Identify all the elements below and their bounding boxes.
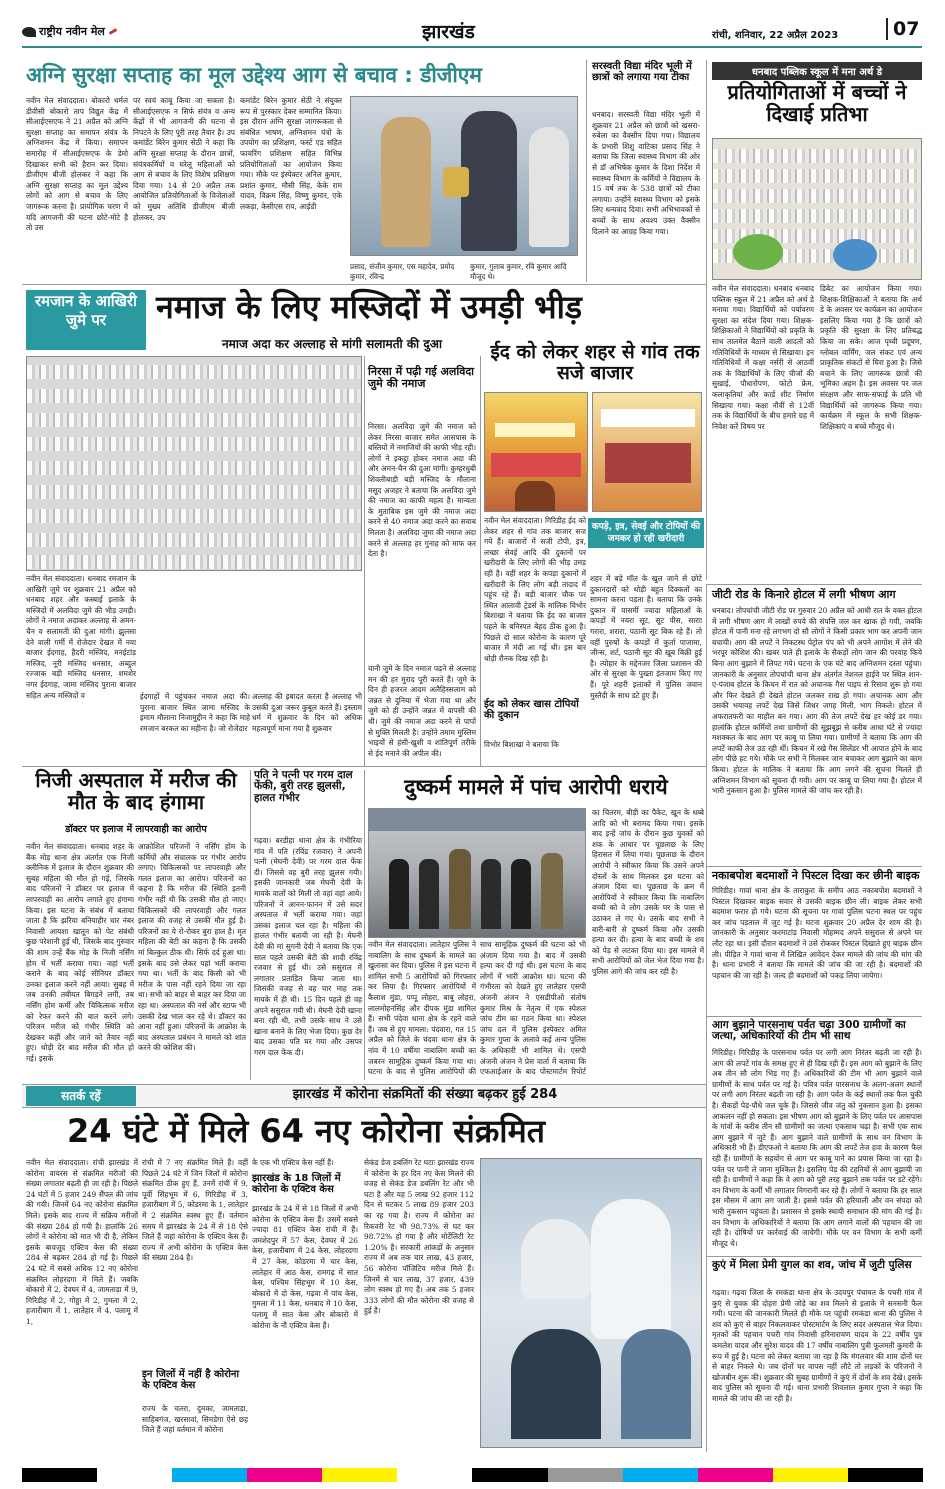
page-number: 07 <box>886 18 919 40</box>
nirsa-headline: निरसा में पढ़ी गई अलविदा जुमे की नमाज <box>368 365 475 390</box>
rape-col-3: का चितरम, बीड़ी का पैकेट, खून के धब्बे आदि को भी बरामद किया गया। इसके बाद इन्हें जांच के दौरान कुछ युवकों को शक के आधार पर पूछताछ के लिए हिरासत में लिया गया। पूछताछ के दौरान आरोपी ने स्वीकार किया कि उसने अपने दोस्तों के साथ मिलकर इस घटना को अंजाम दिया था। पूछताछ के क्रम में आरोपियों ने स्वीकार किया कि नाबालिग बच्ची को वे लोग उसके घर के पास से उठाकर ले गए थे। उसके बाद सभी ने बारी-बारी से दुष्कर्म किया और उसकी हत्या कर दी। हत्या के बाद बच्ची के शव को पेड़ से लटका दिया था। इस मामले में सभी आरोपियों को जेल भेज दिया गया है। पुलिस आगे की जांच कर रही है। <box>592 808 704 976</box>
eid-photo-2 <box>592 392 702 512</box>
hospital-subhead: डॉक्टर पर इलाज में लापरवाही का आरोप <box>65 824 207 835</box>
paper-name: राष्ट्रीय नवीन मेल <box>39 25 105 38</box>
namaz-photo <box>26 356 362 571</box>
dps-photo <box>712 138 922 280</box>
hospital-col-2: आक्रोशित परिजनों ने नर्सिंग होम के कर्मियों और संचालक पर गंभीर आरोप लगाए। चिकित्सकों पर लापरवाही और गलत इलाज का आरोप। परिजनों का कहना है कि मरीज की स्थिति इतनी गंभीर नहीं थी कि उसकी मौत हो जाए। चिकित्सकों की लापरवाही और गलत इलाज की वजह से उसकी मौत हुई है। परिजनों का ये रो-रोकर बुरा हाल है। मृत महिला की बेटी का कहना है कि उसकी मां बिल्कुल ठीक थी। सिर्फ दर्द हुआ था। इसके बाद उसे लेकर यहां भर्ती कराया गया था। भर्ती के बाद किसी को भी मरीज के पास नहीं रहने दिया जा रहा था। सभी को बाहर से बाहर कर दिया जा रहा था। अस्पताल की नर्स और स्टाफ भी उसकी देख भाल कर रहे थे। डॉक्टर का आना नहीं हुआ। परिजनों के आक्रोश के बाद अस्पताल प्रबंधन ने मामले को शांत करने की कोशिश की। <box>138 842 246 1053</box>
fire-headline: अग्नि सुरक्षा सप्ताह का मूल उद्देश्य आग से बचाव : डीजीएम <box>26 63 482 87</box>
namaz-subhead: नमाज अदा कर अल्लाह से मांगी सलामती की दुआ <box>222 337 442 351</box>
dps-col-1: नवीन मेल संवाददाता। धनबाद धनबाद पब्लिक स्कूल में 21 अप्रैल को अर्थ डे मनाया गया। विद्यार्थियों को पर्यावरण सुरक्षा का संदेश दिया गया। शिक्षक-शिक्षिकाओं ने विद्यार्थियों को प्रकृति के साथ तालमेल बैठाने वाली आदतों को गतिविधियों के माध्यम से सिखाया। इन गतिविधियों में कक्षा नर्सरी से आठवीं तक के विद्यार्थियों के लिए चीजों की सुखाई, पौधारोपण, फोटो फ्रेम, कलाकृतियां और कार्ड शीट निर्माण सिखाया गया। कक्षा नौवीं से 12वीं तक के विद्यार्थियों के बीच हमारे ग्रह में निवेश करें विषय पर <box>712 284 814 431</box>
eid-col-1b: विभोर बिशाखा ने बताया कि <box>484 740 559 749</box>
masthead <box>22 18 922 48</box>
well-body: गढ़वा। गढ़वा जिला के रमकंडा थाना क्षेत्र के उदयपुर पंचायत के पचरी गांव में कुएं से युवक की दोहरा प्रेमी जोड़े का शव मिलने से इलाके में सनसनी फैल गयी। घटना की जानकारी मिलते ही मौके पर पहुंची रमकंडा थाना की पुलिस ने शव को कुएं से बाहर निकलवाकर पोस्टमार्टम के लिए सदर अस्पताल भेज दिया। मृतकों की पहचान पचरी गांव निवासी हरिनारायण यादव के 22 वर्षीय पुत्र कमलेश यादव और सुरेश यादव की 17 वर्षीय नाबालिग पुत्री फूलमती कुमारी के रूप में हुई है। घटना को लेकर बताया जा रहा है कि मंगलवार की शाम दोनों घर से बाहर निकले थे। जब दोनों घर वापस नहीं लौटे तो लड़कों के परिजनों ने खोजबीन शुरू की। शुक्रवार की सुबह ग्रामीणों ने कुएं में दोनों के शव देखे। इसके बाद पुलिस को सूचना दी गई। थाना प्रभारी शिवलाल कुमार गुप्ता ने कहा कि मामले की जांच की जा रही है। <box>712 1288 922 1403</box>
namaz-kicker: रमजान के आखिरी जुमे पर <box>26 290 146 350</box>
eid-col-1: नवीन मेल संवाददाता। गिरिडीह ईद को लेकर शहर से गांव तक बाजार सज गये हैं। बाजारों में सजी टोपी, इत्र, लच्छा सेवई आदि की दुकानों पर खरीदारी के लिए लोगों की भीड़ उमड़ रही है। वहीं शहर के कपड़ा दुकानों में खरीदारी के लिए लोग बड़ी तादाद में पहुंच रहे हैं। बड़ी बाजार चौक पर स्थित आलावी ट्रेडर्स के मालिक विभोर बिशाखा ने बताया कि ईद का बाजार पहले के बनिस्पत बेहद ठीक हुआ है। पिछले दो साल कोरोना के कारण पूरे बाजार में मंदी आ गई थी। इस बार थोड़ी रौनक दिख रही है। <box>484 516 586 663</box>
rape-col-2: साथ सामूहिक दुष्कर्म की घटना को भी अंजाम दिया गया है। बाद में उसकी हत्या कर दी गई थी। इस घटना के बाद लोगों में भारी आक्रोश था। घटना की गंभीरता को देखते हुए लातेहार एसपी अंजनी अंजन ने एसडीपीओ संतोष कुमार मिश्र के नेतृत्व में एक स्पेशल जांच टीम का गठन किया था। स्पेशल जांच दल में पुलिस इंस्पेक्टर अमित कुमार गुप्ता के अलावे कई अन्य पुलिस के अधिकारी भी शामिल थे। एसपी अंजनी अंजन ने प्रेस वार्ता में बताया कि एफआईआर के बाद पोस्टमार्टम रिपोर्ट <box>480 940 586 1077</box>
bike-headline: नकाबपोश बदमाशों ने पिस्टल दिखा कर छीनी बाइक <box>712 869 920 882</box>
saraswati-headline: सरस्वती विद्या मंदिर भूली में छात्रों को लगाया गया टीका <box>592 61 692 83</box>
hospital-headline: निजी अस्पताल में मरीज की मौत के बाद हंगामा <box>35 768 237 814</box>
rape-col-1: नवीन मेल संवाददाता। लातेहार पुलिस ने नाबालिग के साथ दुष्कर्म के मामले का खुलासा कर दिया। पुलिस ने इस घटना में शामिल सभी 5 आरोपियों को गिरफ्तार कर लिया है। गिरफ्तार आरोपियों में कैलाश मुंडा, पप्पू लोहरा, बाबू लोहरा, लालमोहनसिंह और दीपक मुंडा शामिल हैं। सभी पंदेवा थाना क्षेत्र के रहने वाले हैं। जब से हुए मामला: पंदवारा, गत 15 अप्रैल को जिले के चंदवा थाना क्षेत्र के नांव में 10 वर्षीया नाबालिग बच्ची का जबरन सामूहिक दुष्कर्म किया गया था। घटना के बाद से पुलिस आरोपियों की <box>368 940 476 1077</box>
dateline: रांची, शनिवार, 22 अप्रैल 2023 <box>712 30 839 41</box>
section-name: झारखंड <box>422 21 475 43</box>
eid-tagline: कपड़े, इत्र, सेवई और टोपियों की जमकर हो रही खरीदारी <box>588 518 704 548</box>
dowry-body: गढ़वा। बरडीहा थाना क्षेत्र के गंभीरिया गांव में पति (रविंद्र रजवार) ने अपनी पत्नी (मेघनी देवी) पर गरम दाल फेंक दी। जिससे वह बुरी तरह झुलस गयी। इसकी जानकारी जब मेघनी देवी के मायके वालों को मिली तो वहां वहां आये। परिजनों ने आनन-फानन में उसे सदर अस्पताल में भर्ती कराया गया। जहां उसका इलाज चल रहा है। महिला की हालत गंभीर बतायी जा रही है। मेघनी देवी की मां सुगनी देवी ने बताया कि एक साल पहले उसकी बेटी की शादी रविंद्र रजवार से हुई थी। उसे ससुराल में लगातार प्रताड़ित किया जाता था। जिसकी वजह से वह चार माह तक मायके में ही थी। 15 दिन पहले ही वह अपने ससुराल गयी थी। मेघनी देवी खाना बना रही थी, तभी उसके साथ ने उसे खाना बनाने के लिए भेजा दिया। कुछ देर बाद उसका पति घर गया और उसपर गरम दाल फेंक दी। <box>254 836 362 1057</box>
dowry-headline: पति ने पत्नी पर गरम दाल फेंकी, बुरी तरह झुलसी, हालत गंभीर <box>254 769 353 804</box>
pen-icon <box>109 28 117 35</box>
eid-photo <box>484 392 588 512</box>
namaz-col-2: ईदगाहों में पहुंचकर नमाज अदा की। पुराना बाजार स्थित जामा मस्जिद के इमाम मौलाना निजामुद्दीन ने कहा कि माहे रमजान बरकत का महीना है। जो रोजेदार <box>140 692 250 733</box>
hotel-fire-body: धनबाद। तोपचांची जीटी रोड पर गुरुवार 20 अप्रैल को आधी रात के वक्त होटल में लगी भीषण आग में लाखों रुपये की संपत्ति जल कर खाक हो गयी, जबकि होटल में पानी मना रहे लगभग दो सौ लोगों ने किसी प्रकार भाग कर अपनी जान बचायी। आग की लपटें ने निकटस्थ पेट्रोल पंप को भी अपने आगोश में लेने की भरपूर कोशिश की। खबर पाते ही इलाके के सैकड़ों लोग जान की परवाह किये बिना आग बुझाने में लिपट गये। घटना के एक घंटे बाद अग्निशमन दस्ता पहुंचा। जानकारी के अनुसार तोपचांची थाना क्षेत्र अंतर्गत नेशनल हाईवे पर स्थित शान-ए-पंजाब होटल के किचन में रात को अचानक गैस पाइप से रिसाव शुरू हो गया और फिर देखते ही देखते होटल जलकर राख हो गया। अचानक आग और उसकी भयावह लपटें देख जिसे जिधर जगह मिली, भाग निकले। होटल में अफरातफरी का माहौल बन गया। आग की तेज लपटें देख हर कोई डर गया। हालांकि होटल कर्मियों तथा ग्रामीणों की सूझबूझ से करीब आधा घंटे से ज्यादा मशक्कत के बाद आग पर काबू पा लिया गया। ग्रामीणों ने बताया कि आग की लपटें काफी तेज उठ रही थीं। किचन में रखे गैस सिलेंडर भी आपात होने के बाद लोग पीछे हट गये। मौके पर सभी ने मिलकर जान बचाकर आग बुझाने का काम किया। होटल के मालिक ने बताया कि आग लगने की सूचना मिलते ही अग्निशमन विभाग को सूचना दी गयी। आग पर काबू पा लिया गया है। होटल में भारी नुकसान हुआ है। पुलिस मामले की जांच कर रही है। <box>712 606 922 796</box>
dps-col-2: डिबेट का आयोजन किया गया। शिक्षक-शिक्षिकाओं ने बताया कि अर्थ डे के अवसर पर कार्यक्रम का आयोजन इसलिए किया गया है कि छात्रों को प्रकृति की सुरक्षा के लिए प्रतिबद्ध किया जा सके। आज पृथ्वी प्रदूषण, ग्लोबल वार्मिंग, जल संकट एवं अन्य प्राकृतिक संकटों से घिरा हुआ है। जिसे बचाने के लिए जागरूक छात्रों की भूमिका अहम है। इस अवसर पर जल संरक्षण और साफ-सफाई के प्रति भी विद्यार्थियों को जागरूक किया गया। कार्यक्रम में स्कूल के सभी शिक्षक-शिक्षिकाएं व बच्चे मौजूद थे। <box>820 284 922 431</box>
dps-headline: प्रतियोगिताओं में बच्चों ने दिखाई प्रतिभा <box>727 80 907 126</box>
corona-col-1: नवीन मेल संवाददाता। रांची झारखंड में कोरोना वायरस से संक्रमित मरीजों की संख्या लगातार बढ़ती ही जा रही है। पिछले 24 घंटों में 5 हजार 249 सैंपल की जांच की गयी। जिनमें 64 नए कोरोना संक्रमित मिले। इसके बाद राज्य में सक्रिय मरीजों की संख्या 284 हो गयी है। हालांकि 26 लोगों ने कोरोना को मात भी दी है, लेकिन इसके बावजूद एक्टिव केस की संख्या 284 से बढ़कर 284 हो गई है। पिछले 24 घंटे में सबसे अधिक 12 नए कोरोना संक्रमित लोहरदगा में मिले हैं। जबकि बोकारो में 2, देवघर में 4, जामताड़ा में 9, गिरिडीह में 2, गोड्डा में 2, गुमला में 2, हजारीबाग में 1, लातेहार में 4, पलामू में 1, <box>26 1158 138 1326</box>
eid-headline: ईद को लेकर शहर से गांव तक सजे बाजार <box>490 341 700 384</box>
eid-col-2: शहर में बड़े मॉल के खुल जाने से छोटे दुकानदारों को थोड़ी बहुत दिक्कतों का सामना करना पड़ता है। बताया कि उनके दुकान में यासमीं ज्यादा महिलाओं के कपड़ों में नयरा सूट, सूट पीस, साराा गरारा, शरारा, पठानी सूट बिक रहे हैं। तो वहीं पुरुषों के कपड़ों में कुर्ता पाजामा, जीन्स, शर्ट, पठानी सूट की खूब बिक्री हुई है। त्योहार के मद्देनजर जिला प्रशासन की ओर से सुरक्षा के पुख्ता इंतजाम किए गए हैं। पूरे शहरी इलाकों में पुलिस जवान मुस्तैदी के साथ डटे हुए हैं। <box>590 574 702 700</box>
corona-subhead-3: झारखंड के 18 जिलों में कोरोना के एक्टिव केस <box>252 1173 341 1195</box>
eid-subhead: ईद को लेकर खास टोपियों की दुकान <box>484 699 579 721</box>
namaz-col-3: अल्लाह की इबादत करता है अल्लाह भी उसकी दुआ जरूर कुबूल करते हैं। इस्लाम धर्म में शुक्रवार के दिन को अधिक महत्वपूर्ण माना गया है शुक्रवार <box>252 692 362 733</box>
dps-kicker: धनबाद पब्लिक स्कूल में मना अर्थ डे <box>712 62 922 80</box>
nirsa-body: निरसा। अलविदा जुमे की नमाज को लेकर निरसा बाजार समेत आसपास के बस्तियों में नमाजियों की काफी भीड़ रही। लोगों ने इकट्ठा होकर नमाज अदा की और अमन-चैन की दुआ मांगी। कुम्हरधुबी शिवलीबाड़ी बड़ी मस्जिद के मौलाना मसूद अजहर ने बताया कि अलविदा जुमे की नमाज का काफी महत्व है। मान्यता के मुताबिक इस जुमे की नमाज अदा करने से 40 नमाज अदा करने का सवाब मिलता है। अलविदा जुमा की नमाज अदा करने से अल्लाह हर गुनाह को माफ कर देता है। <box>368 422 476 559</box>
parasnath-headline: आग बुझाने पारसनाथ पर्वत चढ़ा 300 ग्रामीणों का जत्था, अधिकारियों की टीम भी साथ <box>712 1019 906 1043</box>
saraswati-body: धनबाद। सरस्वती विद्या मंदिर भूली में शुक्रवार 21 अप्रैल को छात्रों को खसरा-रुबेला का वैक्सीन दिया गया। विद्यालय के प्रभारी शिशु वाटिका प्रसाद सिंह ने बताया कि जिला स्वास्थ्य विभाग की ओर से डॉ अभिषेक कुमार के दिशा निर्देश में स्वास्थ्य विभाग के कर्मियों ने विद्यालय के 15 वर्ष तक के 538 छात्रों को टीका लगाया। उन्होंने स्वास्थ्य विभाग को इसके लिए धन्यवाद दिया। सभी अभिभावकों से बच्चों के साथ अवश्य उक्त वैक्सीन दिलाने का आग्रह किया गया। <box>592 110 700 236</box>
bike-body: गिरिडीह। गावां थाना क्षेत्र के ताराकुरा के समीप आठ नकाबपोश बदमाशों ने पिस्टल दिखाकर बाइक सवार से उसकी बाइक छीन ली। बाइक लेकर सभी बदमाश फरार हो गये। घटना की सूचना पर गावां पुलिस घटना स्थल पर पहुंच कर जांच पड़ताल में जुट गई है। घटना शुक्रवार 20 अप्रैल देर शाम की है। जानकारी के अनुसार करमाटांड़ निवासी मोहम्मद अपने ससुराल से अपने घर लौट रहा था। इसी दौरान बदमाशों ने उसे रोककर पिस्टल दिखाते हुए बाइक छीन ली। पीड़ित ने गावां थाना में लिखित आवेदन देकर मामले की जांच की मांग की है। थाना प्रभारी ने बताया कि मामले की जांच की जा रही है। बदमाशों की पहचान की जा रही है। जल्द ही बदमाशों को पकड़ लिया जायेगा। <box>712 886 922 980</box>
print-registration-strip <box>22 1468 923 1482</box>
hotel-fire-headline: जीटी रोड के किनारे होटल में लगी भीषण आग <box>712 588 896 601</box>
fire-photo <box>350 96 578 256</box>
namaz-headline: नमाज के लिए मस्जिदों में उमड़ी भीड़ <box>156 288 583 326</box>
well-headline: कुएं में मिला प्रेमी युगल का शव, जांच में जुटी पुलिस <box>712 1259 912 1271</box>
fire-col-2: पर स्वयं काबू किया जा सकता है। सीआईएसएफ न सिर्फ संयंत्र व अन्य केंद्रों में भी आगजनी की घटना से निपटने के लिए पूरी तरह तैयार है। उप कमांडेंट बिरेन कुमार सेठी ने कहा कि अग्नि सुरक्षा सप्ताह के दौरान छात्रों, संयंत्रकर्मियों व घरेलू महिलाओं को आग से बचाव के लिए विशेष प्रशिक्षण दिया गया। 14 से 20 अप्रैल तक आयोजित प्रतियोगिताओं के विजेताओं को मुख्य अतिथि डीजीएम बीजी होलकर, उप <box>133 96 235 222</box>
hospital-col-1: नवीन मेल संवाददाता। धनबाद शहर के बैंक मोड़ थाना क्षेत्र अंतर्गत एक निजी क्लीनिक में इलाज के दौरान शुक्रवार की सुबह महिला की मौत हो गई, जिसके बाद परिजनों ने डॉक्टर पर इलाज में लापरवाही का आरोप लगाते हुए हंगामा किया। इस घटना के संबंध में बताया जाता है कि झरिया बनियाहीर चार नंबर निवासी आयशा खातून को पेट संबंधी कुछ परेशानी हुई थी, जिसके बाद गुरुवार की शाम उन्हें बैंक मोड़ के निजी नर्सिंग होम में भर्ती कराया गया। जहां भर्ती कराने के बाद कोई सीनियर डॉक्टर उनका इलाज करने नहीं आया। सुबह में जब उनकी तबीयत बिगड़ने लगी, तब नर्सिंग होम कर्मी और चिकित्सक मरीज को रेफर करने की बात करने लगे। परिजन मरीज को गंभीर स्थिति को देखकर कहीं और जाने को तैयार नहीं हुए। थोड़ी देर बाद मरीज की मौत हो गई। इसके <box>26 842 134 1063</box>
fire-col-1: नवीन मेल संवाददाता। बोकारो थर्मल डीवीसी बोकारो ताप विद्युत केंद्र में सीआईएसएफ ने 21 अप्रैल को अग्नि सुरक्षा सप्ताह का समापन संयंत्र के अग्निशमन केंद्र में किया। समापन समारोह में सीआईएसएफ के डेमो दिखाकर सभी को हैरान कर दिया। डीजीएम बीजी होलकर ने कहा कि अग्नि सुरक्षा सप्ताह का मूल उद्देश्य लोगों को आग से बचाव के लिए जागरूक करना है। प्रायोगिक चरण में यदि आगजनी की घटना छोटे-मोटे है तो उस <box>26 96 128 233</box>
rape-headline: दुष्कर्म मामले में पांच आरोपी धराये <box>404 775 668 799</box>
paper-logo <box>22 24 117 39</box>
bird-icon <box>22 27 36 37</box>
fire-caption-a: प्रसाद, संजीव कुमार, एस महादेव, प्रमोद कुमार, रविन्द्र <box>350 262 455 281</box>
namaz-col-1: नवीन मेल संवाददाता। धनबाद रमजान के आखिरी जुमे पर शुक्रवार 21 अप्रैल को धनबाद शहर और कस्बाई इलाके के मस्जिदों में अलविदा जुमे की भीड़ उमड़ी। लोगों ने नमाज अदाकर अल्लाह से अमन-चैन व सलामती की दुआ मांगी। झुलसा देने वाली गर्मी में रोजेदार देखत में नया बाजार ईदगाह, हैदरी मस्जिद, मनईटांड़ मस्जिद, नूरी मस्जिद धनसार, अब्दुल रज्जाक बड़ी मस्जिद धनसार, शमशेर नगर ईदगाह, जामा मस्जिद पुराना बाजार सहित अन्य मस्जिदों व <box>26 574 136 700</box>
corona-col-2b: राज्य के चतरा, दुमका, जामताड़ा, साहिबगंज, खरसावां, सिमडेगा ऐसे छह जिले हैं जहां वर्तमान में कोरोना <box>142 1404 248 1435</box>
corona-headline: 24 घंटे में मिले 64 नए कोरोना संक्रमित <box>67 1112 545 1150</box>
corona-col-4: सेकंड डेज डबलिंग रेट घटाः झारखंड राज्य में कोरोना के हर दिन नए केस मिलने की वजह से सेकंड डेज डबलिंग रेट और भी घटा है और यह 5 लाख 92 हजार 112 दिन से घटकर 5 लाख 89 हजार 203 का रह गया है। राज्य में कोरोना का रिकवरी रेट भी 98.73% से घट कर 98.72% हो गया है और मोर्टेलिटी रेट 1.20% है। सरकारी आंकड़ों के अनुसार राज्य में अब तक चार लाख, 43 हजार, 56 कोरोना पॉजिटिव मरीज मिले हैं। जिनमें से चार लाख, 37 हजार, 439 लोग स्वस्थ हो गए हैं। अब तक 5 हजार 333 लोगों की मौत कोरोना की वजह से हुई है। <box>364 1158 474 1316</box>
corona-kicker: सतर्क रहें <box>26 1086 136 1106</box>
corona-col-2: रांची में 7 नए संक्रमित मिले हैं। वहीं पिछले 24 घंटे में जिन जिलों में कोरोना संक्रमित ठीक हुए हैं, उनमें रांची में 9, पूर्वी सिंहभूम में 6, गिरिडीह में 3, हजारीबाग में 5, कोडरमा के 1, लातेहार में 2 संक्रमित स्वस्थ हुए हैं। वर्तमान समय में झारखंड के 24 में से 18 ऐसे जिले हैं जहां कोरोना के एक्टिव केस हैं। राज्य में अभी कोरोना के एक्टिव केस की संख्या 284 है। <box>142 1158 248 1263</box>
corona-col-3a: के एक भी एक्टिव केस नहीं हैं। <box>252 1158 334 1167</box>
parasnath-body: गिरिडीह। गिरिडीह के पारसनाथ पर्वत पर लगी आग निरंतर बढ़ती जा रही है। आग की लपटें गांव के समक्ष हुए से ही दिख रही हैं। इस आग को बुझाने के लिए अब तीन सौ लोग भिड़ गए हैं। अधिकारियों की टीम भी आग बुझाने वाले ग्रामीणों के साथ पर्वत पर गई है। पवित्र पर्वत पारसनाथ के अलग-अलग स्थानों पर लगी आग निरंतर बढ़ती जा रही है। आग पर्वत के कई स्थानों तक फैल चुकी है। सैकड़ों पेड़-पौधे जल चुके हैं। जिससे जीव जंतु को नुकसान हुआ है। इसका आकलन नहीं हो सकता। इस भीषण आग को बुझाने के लिए पर्वत पर आसपास के गांवों के करीब तीन सौ ग्रामीणों का जत्था एकसाथ चढ़ा है। सभी एक साथ आग बुझाने में जुटे हैं। आग बुझाने वाले ग्रामीणों के साथ वन विभाग के अधिकारी भी हैं। डीएफओ ने बताया कि आग की लपटें तेज हवा के कारण फैल रही हैं। ग्रामीणों के सहयोग से आग पर काबू पाने का प्रयास किया जा रहा है। पर्वत पर पानी ले जाना मुश्किल है। इसलिए पेड़ की टहनियों से आग बुझायी जा रही है। ग्रामीणों ने कहा कि वे आग को पूरी तरह बुझाने तक पर्वत पर डटे रहेंगे। वन विभाग के कर्मी भी लगातार निगरानी कर रहे हैं। लोगों ने बताया कि हर साल इस मौसम में आग लग जाती है। इससे पर्वत की हरियाली और वन संपदा को भारी नुकसान पहुंचता है। प्रशासन से इसके स्थायी समाधान की मांग की गई है। वन विभाग के अधिकारियों ने बताया कि आग लगाने वालों की पहचान की जा रही है। दोषियों पर कार्रवाई की जायेगी। मौके पर वन विभाग के सभी कर्मी मौजूद थे। <box>712 1048 922 1248</box>
corona-kicker-headline: झारखंड में कोरोना संक्रमितों की संख्या बढ़कर हुई 284 <box>292 1087 558 1102</box>
rape-photo <box>368 808 586 938</box>
corona-photo <box>480 1158 702 1448</box>
corona-col-3: झारखंड के 24 में से 18 जिलों में अभी कोरोना के एक्टिव केस हैं। उसमें सबसे ज्यादा 81 एक्टिव केस रांची में हैं। जमशेदपुर में 57 केस, देवघर में 26 केस, हजारीबाग में 24 केस, लोहरदगा में 27 केस, कोडरमा में चार केस, लातेहार में आठ केस, रामगढ़ में सात केस, पश्चिम सिंहभूम में 10 केस, बोकारो में दो केस, गढ़वा में पांच केस, गुमला में 11 केस, धनबाद में 10 केस, पलामू में सात केस और बोकारो में कोरोना के नौ एक्टिव केस हैं। <box>252 1204 358 1330</box>
corona-subhead-2: इन जिलों में नहीं है कोरोना के एक्टिव केस <box>142 1369 240 1391</box>
nirsa-body-2: यानी जुमे के दिन नमाज पढ़ने से अल्लाह मन की हर मुराद पूरी करते हैं। जुमे के दिन ही हजरत आदम अलैहिस्सलाम को जन्नत से दुनिया में भेजा गया था और जुमे को ही उन्होंने जन्नत में वापसी की थी। जुमे की नमाज अदा करने से पापों से मुक्ति मिलती है। उन्होंने तमाम मुस्लिम भाइयों से हंसी-खुशी व शांतिपूर्ण तरीके से ईद मनाने की अपील की। <box>368 664 476 758</box>
fire-caption-b: कुमार, गुलाब कुमार, रवि कुमार आदि मौजूद थे। <box>470 262 567 281</box>
fire-col-3: कमांडेंट बिरेन कुमार सेठी ने संयुक्त रूप से पुरस्कार देकर सम्मानित किया। इस दौरान अग्नि सुरक्षा जागरूकता से संबंधित भाषण, अग्निशमन यंत्रों के उपयोग का प्रशिक्षण, फर्स्ट एड सहित फायरिंग प्रशिक्षण सहित विभिन्न प्रतियोगिताओं का आयोजन किया गया। मौके पर इंस्पेक्टर अनिल कुमार, प्रशांत कुमार, मौसी सिंह, केके राम यादव, विक्रम सिंह, विष्णु कुमार, एके लकड़ा, केसीएस राय, आईडी <box>240 96 342 211</box>
